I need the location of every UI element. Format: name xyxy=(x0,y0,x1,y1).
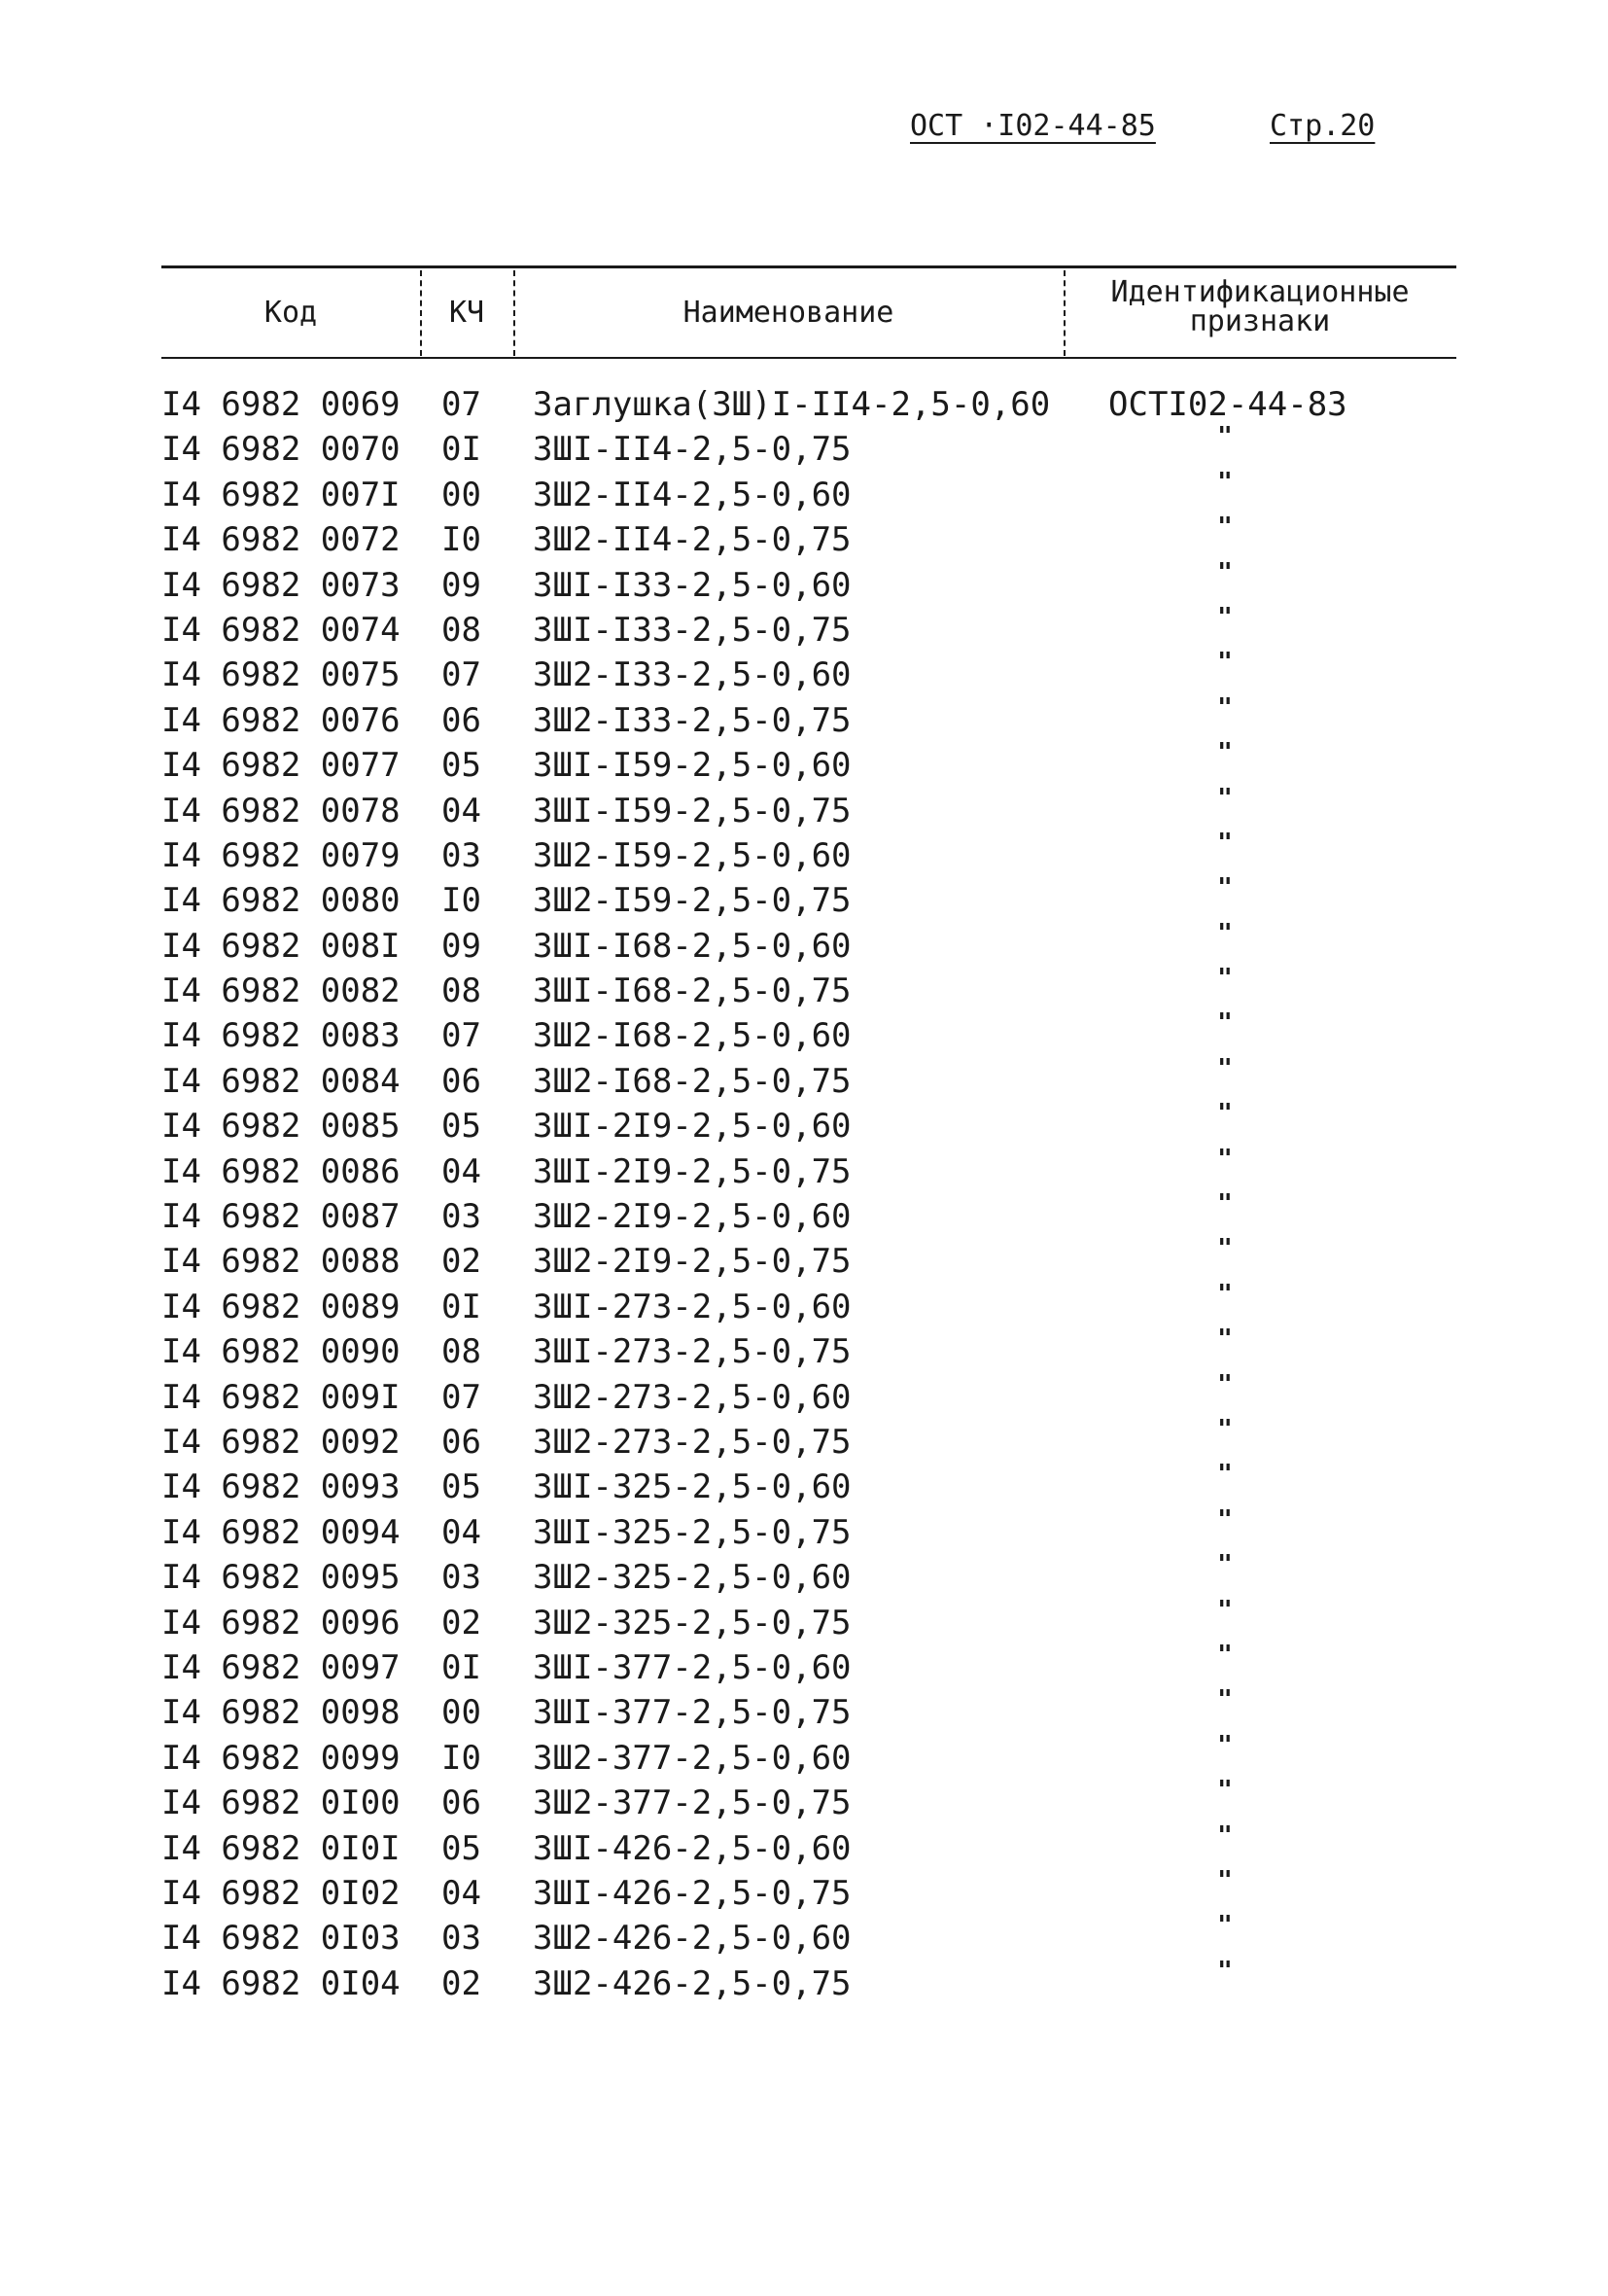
row-ident: " xyxy=(1217,783,1233,813)
row-ident: " xyxy=(1217,1279,1233,1309)
row-code: I4 6982 0074 xyxy=(161,610,401,650)
row-name: ЗШI-273-2,5-0,60 xyxy=(533,1287,852,1326)
row-ident: " xyxy=(1217,1053,1233,1083)
row-name: ЗШ2-325-2,5-0,60 xyxy=(533,1558,852,1598)
row-kch: 07 xyxy=(441,655,481,695)
row-name: ЗШ2-273-2,5-0,60 xyxy=(533,1377,852,1417)
row-ident: " xyxy=(1217,1189,1233,1219)
table-row xyxy=(0,467,1608,520)
table-row xyxy=(0,1640,1608,1693)
row-kch: 05 xyxy=(441,1107,481,1147)
table-row xyxy=(0,1189,1608,1242)
row-kch: 05 xyxy=(441,1828,481,1868)
row-kch: 04 xyxy=(441,1512,481,1552)
row-name: ЗШ2-426-2,5-0,75 xyxy=(533,1963,852,2003)
row-kch: 07 xyxy=(441,1377,481,1417)
row-name: ЗШ2-II4-2,5-0,75 xyxy=(533,520,852,560)
row-ident: " xyxy=(1217,1504,1233,1535)
page-number: Стр.20 xyxy=(1270,109,1376,143)
table-row xyxy=(0,1460,1608,1512)
row-code: I4 6982 0082 xyxy=(161,971,401,1011)
table-row xyxy=(0,385,1608,430)
row-name: ЗШ2-377-2,5-0,75 xyxy=(533,1784,852,1823)
row-code: I4 6982 0078 xyxy=(161,791,401,830)
row-ident: " xyxy=(1217,1008,1233,1039)
row-name: Заглушка(ЗШ)I-II4-2,5-0,60 xyxy=(533,385,1051,424)
row-name: ЗШI-2I9-2,5-0,75 xyxy=(533,1151,852,1191)
row-kch: 02 xyxy=(441,1963,481,2003)
row-kch: 00 xyxy=(441,1693,481,1733)
row-name: ЗШ2-2I9-2,5-0,60 xyxy=(533,1197,852,1237)
table-row xyxy=(0,1369,1608,1423)
column-header-ident-line2: признаки xyxy=(1189,304,1331,338)
table-row xyxy=(0,1279,1608,1332)
row-ident: " xyxy=(1217,1234,1233,1264)
row-ident: " xyxy=(1217,648,1233,678)
row-kch: I0 xyxy=(441,520,481,560)
row-code: I4 6982 0097 xyxy=(161,1647,401,1687)
row-ident: " xyxy=(1217,873,1233,903)
row-ident: " xyxy=(1217,1414,1233,1444)
standard-code: ОСТ ·I02-44-85 xyxy=(910,109,1156,143)
row-code: I4 6982 0087 xyxy=(161,1197,401,1237)
row-name: ЗШI-426-2,5-0,75 xyxy=(533,1873,852,1913)
row-name: ЗШ2-426-2,5-0,60 xyxy=(533,1919,852,1959)
column-header-code: Код xyxy=(263,296,318,330)
row-kch: 05 xyxy=(441,746,481,786)
row-name: ЗШ2-377-2,5-0,60 xyxy=(533,1738,852,1778)
row-name: ЗШI-I68-2,5-0,60 xyxy=(533,926,852,966)
row-code: I4 6982 0086 xyxy=(161,1151,401,1191)
row-ident: " xyxy=(1217,1776,1233,1806)
row-ident: " xyxy=(1217,1550,1233,1580)
row-ident: " xyxy=(1217,467,1233,497)
table-header-rule xyxy=(161,357,1456,359)
row-code: I4 6982 0070 xyxy=(161,430,401,470)
row-code: I4 6982 0075 xyxy=(161,655,401,695)
row-kch: 0I xyxy=(441,1647,481,1687)
row-ident: ОСТI02-44-83 xyxy=(1108,385,1347,424)
row-code: I4 6982 0099 xyxy=(161,1738,401,1778)
row-code: I4 6982 0069 xyxy=(161,385,401,424)
row-name: ЗШI-I33-2,5-0,75 xyxy=(533,610,852,650)
row-ident: " xyxy=(1217,918,1233,948)
table-row xyxy=(0,1865,1608,1919)
row-name: ЗШ2-I68-2,5-0,60 xyxy=(533,1016,852,1056)
table-row xyxy=(0,602,1608,655)
row-name: ЗШI-II4-2,5-0,75 xyxy=(533,430,852,470)
row-code: I4 6982 0085 xyxy=(161,1107,401,1147)
table-row xyxy=(0,1730,1608,1784)
column-header-name: Наименование xyxy=(682,296,894,330)
row-kch: 07 xyxy=(441,385,481,424)
table-row xyxy=(0,1325,1608,1377)
row-ident: " xyxy=(1217,1730,1233,1760)
row-ident: " xyxy=(1217,422,1233,452)
table-row xyxy=(0,1099,1608,1151)
row-kch: 08 xyxy=(441,1332,481,1372)
row-kch: 02 xyxy=(441,1242,481,1282)
row-kch: 04 xyxy=(441,1873,481,1913)
row-ident: " xyxy=(1217,1956,1233,1986)
row-kch: 03 xyxy=(441,1919,481,1959)
table-row xyxy=(0,1053,1608,1107)
table-row xyxy=(0,1776,1608,1828)
table-row xyxy=(0,422,1608,475)
row-kch: 06 xyxy=(441,1061,481,1101)
row-code: I4 6982 0077 xyxy=(161,746,401,786)
row-ident: " xyxy=(1217,1595,1233,1625)
row-code: I4 6982 0084 xyxy=(161,1061,401,1101)
row-ident: " xyxy=(1217,1820,1233,1851)
row-ident: " xyxy=(1217,738,1233,768)
row-kch: 02 xyxy=(441,1603,481,1643)
row-name: ЗШ2-273-2,5-0,75 xyxy=(533,1422,852,1462)
row-name: ЗШI-I59-2,5-0,75 xyxy=(533,791,852,830)
table-row xyxy=(0,1414,1608,1467)
row-ident: " xyxy=(1217,1685,1233,1715)
row-code: I4 6982 0072 xyxy=(161,520,401,560)
row-code: I4 6982 0092 xyxy=(161,1422,401,1462)
table-row xyxy=(0,1504,1608,1558)
row-ident: " xyxy=(1217,692,1233,723)
table-row xyxy=(0,1144,1608,1197)
table-row xyxy=(0,557,1608,611)
row-ident: " xyxy=(1217,512,1233,543)
row-ident: " xyxy=(1217,1911,1233,1941)
row-code: I4 6982 0088 xyxy=(161,1242,401,1282)
row-code: I4 6982 0076 xyxy=(161,700,401,740)
row-kch: 0I xyxy=(441,1287,481,1326)
row-code: I4 6982 0073 xyxy=(161,565,401,605)
row-name: ЗШ2-I33-2,5-0,75 xyxy=(533,700,852,740)
row-code: I4 6982 0079 xyxy=(161,835,401,875)
row-ident: " xyxy=(1217,602,1233,632)
row-name: ЗШI-2I9-2,5-0,60 xyxy=(533,1107,852,1147)
row-kch: 06 xyxy=(441,1422,481,1462)
table-row xyxy=(0,918,1608,971)
row-ident: " xyxy=(1217,1369,1233,1399)
row-code: I4 6982 0090 xyxy=(161,1332,401,1372)
row-code: I4 6982 0I02 xyxy=(161,1873,401,1913)
row-code: I4 6982 0080 xyxy=(161,881,401,921)
row-code: I4 6982 008I xyxy=(161,926,401,966)
table-row xyxy=(0,1234,1608,1287)
row-code: I4 6982 0095 xyxy=(161,1558,401,1598)
row-code: I4 6982 0096 xyxy=(161,1603,401,1643)
table-row xyxy=(0,783,1608,836)
row-kch: I0 xyxy=(441,881,481,921)
row-kch: 05 xyxy=(441,1467,481,1507)
row-code: I4 6982 0098 xyxy=(161,1693,401,1733)
row-ident: " xyxy=(1217,1099,1233,1129)
table-row xyxy=(0,1956,1608,2009)
column-header-kch: КЧ xyxy=(448,296,485,330)
row-kch: 03 xyxy=(441,1197,481,1237)
row-name: ЗШI-273-2,5-0,75 xyxy=(533,1332,852,1372)
row-ident: " xyxy=(1217,1865,1233,1895)
row-code: I4 6982 0I00 xyxy=(161,1784,401,1823)
row-kch: 08 xyxy=(441,610,481,650)
table-body xyxy=(0,385,1608,2009)
row-name: ЗШ2-2I9-2,5-0,75 xyxy=(533,1242,852,1282)
row-code: I4 6982 0083 xyxy=(161,1016,401,1056)
row-kch: 03 xyxy=(441,1558,481,1598)
row-kch: 0I xyxy=(441,430,481,470)
table-row xyxy=(0,738,1608,791)
row-name: ЗШ2-I59-2,5-0,60 xyxy=(533,835,852,875)
row-code: I4 6982 0I04 xyxy=(161,1963,401,2003)
row-name: ЗШ2-I68-2,5-0,75 xyxy=(533,1061,852,1101)
row-name: ЗШI-I68-2,5-0,75 xyxy=(533,971,852,1011)
row-code: I4 6982 009I xyxy=(161,1377,401,1417)
row-name: ЗШI-377-2,5-0,75 xyxy=(533,1693,852,1733)
row-kch: 09 xyxy=(441,926,481,966)
row-name: ЗШ2-I59-2,5-0,75 xyxy=(533,881,852,921)
column-header-ident-line1: Идентификационные xyxy=(1110,275,1410,309)
table-top-rule xyxy=(161,265,1456,268)
row-kch: 09 xyxy=(441,565,481,605)
table-row xyxy=(0,1911,1608,1963)
row-kch: 03 xyxy=(441,835,481,875)
row-kch: 00 xyxy=(441,475,481,514)
table-row xyxy=(0,648,1608,700)
row-kch: 06 xyxy=(441,700,481,740)
table-row xyxy=(0,512,1608,565)
row-name: ЗШI-325-2,5-0,60 xyxy=(533,1467,852,1507)
row-name: ЗШI-I33-2,5-0,60 xyxy=(533,565,852,605)
row-kch: 04 xyxy=(441,791,481,830)
row-ident: " xyxy=(1217,1460,1233,1490)
table-row xyxy=(0,692,1608,746)
row-ident: " xyxy=(1217,1325,1233,1355)
row-ident: " xyxy=(1217,1640,1233,1670)
row-ident: " xyxy=(1217,1144,1233,1174)
row-name: ЗШI-325-2,5-0,75 xyxy=(533,1512,852,1552)
row-code: I4 6982 007I xyxy=(161,475,401,514)
row-ident: " xyxy=(1217,557,1233,587)
row-ident: " xyxy=(1217,964,1233,994)
table-row xyxy=(0,828,1608,881)
table-row xyxy=(0,964,1608,1016)
row-kch: 08 xyxy=(441,971,481,1011)
row-ident: " xyxy=(1217,828,1233,858)
row-kch: 06 xyxy=(441,1784,481,1823)
row-kch: I0 xyxy=(441,1738,481,1778)
row-code: I4 6982 0I03 xyxy=(161,1919,401,1959)
row-code: I4 6982 0093 xyxy=(161,1467,401,1507)
row-name: ЗШ2-325-2,5-0,75 xyxy=(533,1603,852,1643)
table-row xyxy=(0,1685,1608,1738)
table-row xyxy=(0,1550,1608,1603)
row-name: ЗШI-426-2,5-0,60 xyxy=(533,1828,852,1868)
row-code: I4 6982 0I0I xyxy=(161,1828,401,1868)
row-kch: 04 xyxy=(441,1151,481,1191)
row-name: ЗШI-377-2,5-0,60 xyxy=(533,1647,852,1687)
table-row xyxy=(0,1008,1608,1061)
row-name: ЗШ2-II4-2,5-0,60 xyxy=(533,475,852,514)
row-code: I4 6982 0094 xyxy=(161,1512,401,1552)
row-kch: 07 xyxy=(441,1016,481,1056)
row-code: I4 6982 0089 xyxy=(161,1287,401,1326)
row-name: ЗШ2-I33-2,5-0,60 xyxy=(533,655,852,695)
table-row xyxy=(0,1595,1608,1648)
table-row xyxy=(0,1820,1608,1874)
column-header-ident xyxy=(1064,275,1456,338)
table-row xyxy=(0,873,1608,926)
row-name: ЗШI-I59-2,5-0,60 xyxy=(533,746,852,786)
